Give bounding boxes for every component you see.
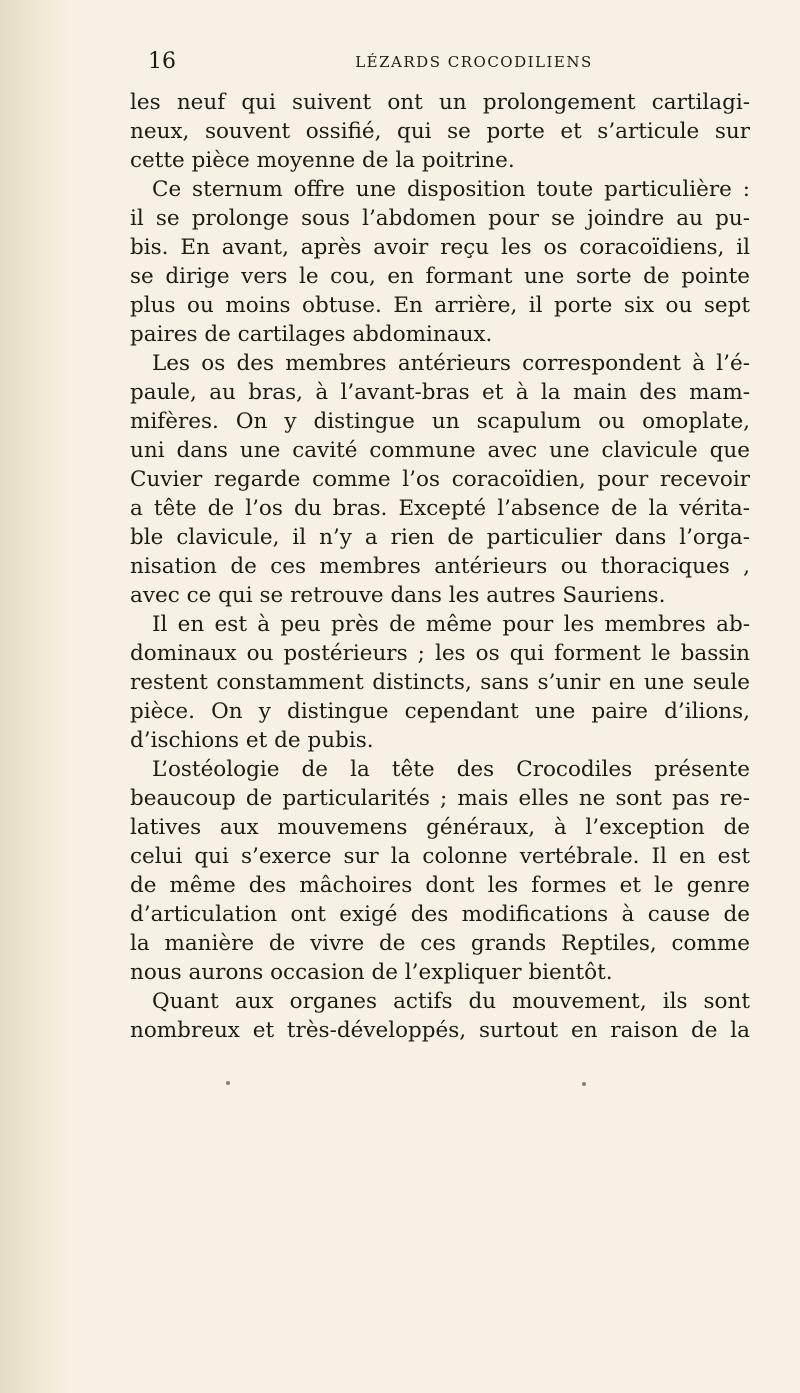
page-gutter-shadow: [0, 0, 70, 1393]
text-line: paule, au bras, à l’avant-bras et à la main des mam-: [130, 380, 750, 405]
text-line: bis. En avant, après avoir reçu les os coracoïdiens, il: [130, 235, 750, 260]
text-line: Cuvier regarde comme l’os coracoïdien, pour recevoir: [130, 467, 750, 492]
text-line: Les os des membres antérieurs correspondent à l’é-: [152, 351, 750, 376]
text-line: plus ou moins obtuse. En arrière, il porte six ou sept: [130, 293, 750, 318]
running-head: [148, 48, 740, 78]
text-line: nous aurons occasion de l’expliquer bientôt.: [130, 960, 613, 985]
text-line: paires de cartilages abdominaux.: [130, 322, 493, 347]
text-line: la manière de vivre de ces grands Reptiles, comme: [130, 931, 750, 956]
text-line: pièce. On y distingue cependant une paire d’ilions,: [130, 699, 750, 724]
text-line: a tête de l’os du bras. Excepté l’absence de la vérita-: [130, 496, 750, 521]
text-line: uni dans une cavité commune avec une clavicule que: [130, 438, 750, 463]
text-line: se dirige vers le cou, en formant une sorte de pointe: [130, 264, 750, 289]
body-text: [130, 88, 750, 1045]
text-line: d’articulation ont exigé des modifications à cause de: [130, 902, 750, 927]
text-line: il se prolonge sous l’abdomen pour se joindre au pu-: [130, 206, 750, 231]
text-line: nisation de ces membres antérieurs ou thoraciques ,: [130, 554, 750, 579]
text-line: mifères. On y distingue un scapulum ou omoplate,: [130, 409, 750, 434]
text-line: celui qui s’exerce sur la colonne vertébrale. Il en est: [130, 844, 750, 869]
paper-speck: [226, 1081, 230, 1085]
text-line: latives aux mouvemens généraux, à l’exception de: [130, 815, 750, 840]
text-line: restent constamment distincts, sans s’unir en une seule: [130, 670, 750, 695]
text-line: avec ce qui se retrouve dans les autres Sauriens.: [130, 583, 666, 608]
text-line: cette pièce moyenne de la poitrine.: [130, 148, 515, 173]
text-line: ble clavicule, il n’y a rien de particulier dans l’orga-: [130, 525, 750, 550]
text-line: les neuf qui suivent ont un prolongement cartilagi-: [130, 90, 750, 115]
text-line: L’ostéologie de la tête des Crocodiles présente: [152, 757, 750, 782]
text-line: Ce sternum offre une disposition toute particulière :: [152, 177, 750, 202]
text-line: Il en est à peu près de même pour les membres ab-: [152, 612, 750, 637]
text-line: nombreux et très-développés, surtout en raison de la: [130, 1018, 750, 1043]
text-line: neux, souvent ossifié, qui se porte et s’articule sur: [130, 119, 750, 144]
text-line: d’ischions et de pubis.: [130, 728, 374, 753]
page-number: 16: [148, 49, 176, 74]
paper-speck: [582, 1082, 586, 1086]
running-title: LÉZARDS CROCODILIENS: [355, 53, 593, 71]
text-line: beaucoup de particularités ; mais elles ne sont pas re-: [130, 786, 750, 811]
text-line: dominaux ou postérieurs ; les os qui forment le bassin: [130, 641, 750, 666]
text-line: Quant aux organes actifs du mouvement, ils sont: [152, 989, 750, 1014]
text-line: de même des mâchoires dont les formes et le genre: [130, 873, 750, 898]
